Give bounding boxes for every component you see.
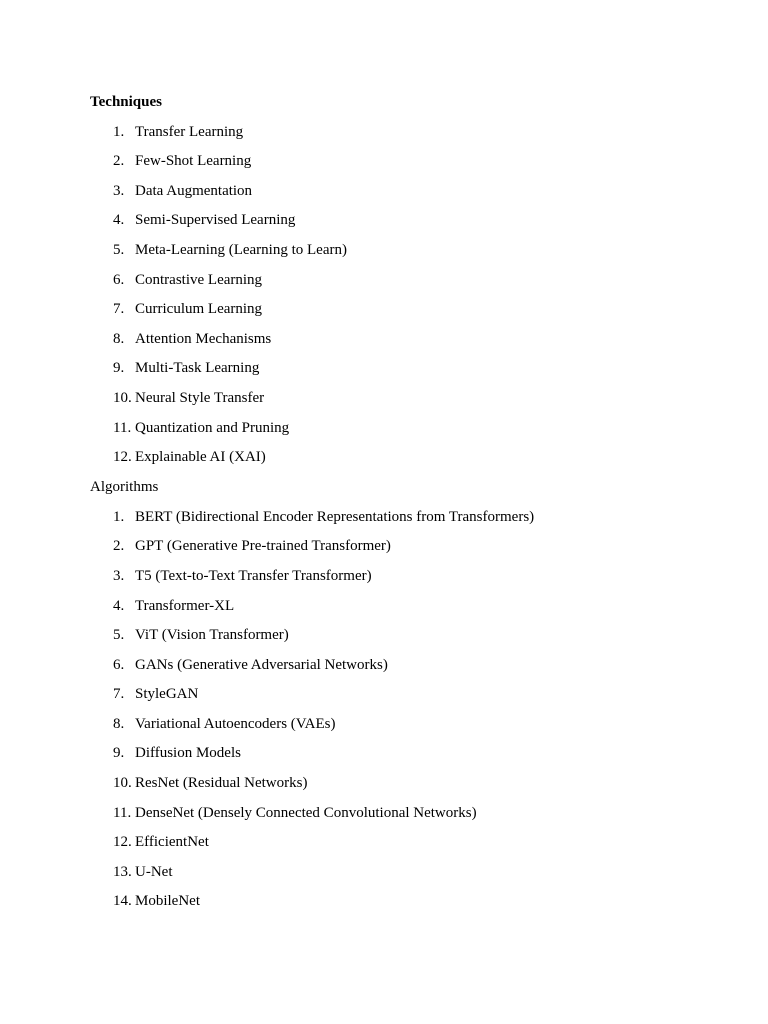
algorithm-list-item — [90, 823, 690, 853]
technique-list-item — [90, 290, 690, 320]
list-item-number: 1. — [113, 508, 125, 525]
technique-list-item — [90, 171, 690, 201]
technique-list-item — [90, 142, 690, 172]
technique-list-item — [90, 319, 690, 349]
technique-list-item — [90, 378, 690, 408]
techniques-list — [90, 112, 690, 467]
list-item-text: Quantization and Pruning — [135, 419, 290, 436]
list-item-text: T5 (Text-to-Text Transfer Transformer) — [135, 567, 372, 584]
techniques-heading: Techniques — [90, 94, 162, 110]
algorithms-heading: Algorithms — [90, 479, 159, 496]
list-item-text: ResNet (Residual Networks) — [135, 775, 308, 792]
algorithm-list-item — [90, 763, 690, 793]
list-item-text: Data Augmentation — [135, 182, 253, 199]
list-item-text: Neural Style Transfer — [135, 389, 265, 406]
technique-list-item — [90, 112, 690, 142]
list-item-number: 4. — [113, 597, 125, 614]
list-item-text: DenseNet (Densely Connected Convolutional Networks) — [135, 804, 477, 821]
list-item-number: 10. — [113, 775, 132, 792]
algorithm-list-item — [90, 852, 690, 882]
list-item-number: 7. — [113, 301, 125, 318]
list-item-number: 4. — [113, 212, 125, 229]
algorithm-list-item — [90, 675, 690, 705]
list-item-number: 10. — [113, 389, 132, 406]
list-item-number: 8. — [113, 330, 125, 347]
list-item-number: 7. — [113, 686, 125, 703]
algorithm-list-item — [90, 793, 690, 823]
list-item-number: 2. — [113, 153, 125, 170]
list-item-number: 9. — [113, 745, 125, 762]
list-item-number: 11. — [113, 419, 132, 436]
list-item-number: 12. — [113, 449, 132, 466]
list-item-text: Transfer Learning — [135, 123, 244, 140]
algorithms-list — [90, 497, 690, 911]
technique-list-item — [90, 201, 690, 231]
list-item-text: Attention Mechanisms — [135, 330, 272, 347]
list-item-number: 1. — [113, 123, 125, 140]
list-item-text: Curriculum Learning — [135, 301, 263, 318]
list-item-text: Semi-Supervised Learning — [135, 212, 296, 229]
technique-list-item — [90, 260, 690, 290]
list-item-text: MobileNet — [135, 893, 200, 910]
list-item-number: 12. — [113, 834, 132, 851]
list-item-text: Few-Shot Learning — [135, 153, 252, 170]
list-item-text: ViT (Vision Transformer) — [135, 627, 289, 644]
algorithm-list-item — [90, 882, 690, 912]
list-item-number: 9. — [113, 360, 125, 377]
technique-list-item — [90, 438, 690, 468]
list-item-text: Multi-Task Learning — [135, 360, 260, 377]
list-item-text: Contrastive Learning — [135, 271, 263, 288]
list-item-text: GANs (Generative Adversarial Networks) — [135, 656, 388, 673]
list-item-number: 13. — [113, 863, 132, 880]
technique-list-item — [90, 230, 690, 260]
list-item-text: Meta-Learning (Learning to Learn) — [135, 241, 347, 258]
algorithm-list-item — [90, 586, 690, 616]
list-item-number: 5. — [113, 241, 125, 258]
list-item-number: 14. — [113, 893, 132, 910]
list-item-text: EfficientNet — [135, 834, 209, 851]
algorithm-list-item — [90, 704, 690, 734]
list-item-text: U-Net — [135, 863, 173, 880]
list-item-number: 6. — [113, 656, 125, 673]
list-item-number: 2. — [113, 538, 125, 555]
technique-list-item — [90, 349, 690, 379]
list-item-number: 5. — [113, 627, 125, 644]
list-item-text: Diffusion Models — [135, 745, 241, 762]
technique-list-item — [90, 408, 690, 438]
algorithm-list-item — [90, 527, 690, 557]
list-item-text: Explainable AI (XAI) — [135, 449, 266, 466]
list-item-text: BERT (Bidirectional Encoder Representations from Transformers) — [135, 508, 535, 525]
list-item-number: 11. — [113, 804, 132, 821]
algorithm-list-item — [90, 556, 690, 586]
algorithm-list-item — [90, 497, 690, 527]
document-page — [90, 92, 690, 911]
list-item-number: 3. — [113, 567, 125, 584]
list-item-text: StyleGAN — [135, 686, 199, 703]
list-item-text: Transformer-XL — [135, 597, 235, 614]
list-item-number: 8. — [113, 715, 125, 732]
list-item-number: 6. — [113, 271, 125, 288]
section-spacer — [90, 467, 690, 477]
algorithm-list-item — [90, 645, 690, 675]
list-item-number: 3. — [113, 182, 125, 199]
algorithm-list-item — [90, 616, 690, 646]
list-item-text: GPT (Generative Pre-trained Transformer) — [135, 538, 391, 555]
list-item-text: Variational Autoencoders (VAEs) — [135, 715, 336, 732]
algorithm-list-item — [90, 734, 690, 764]
